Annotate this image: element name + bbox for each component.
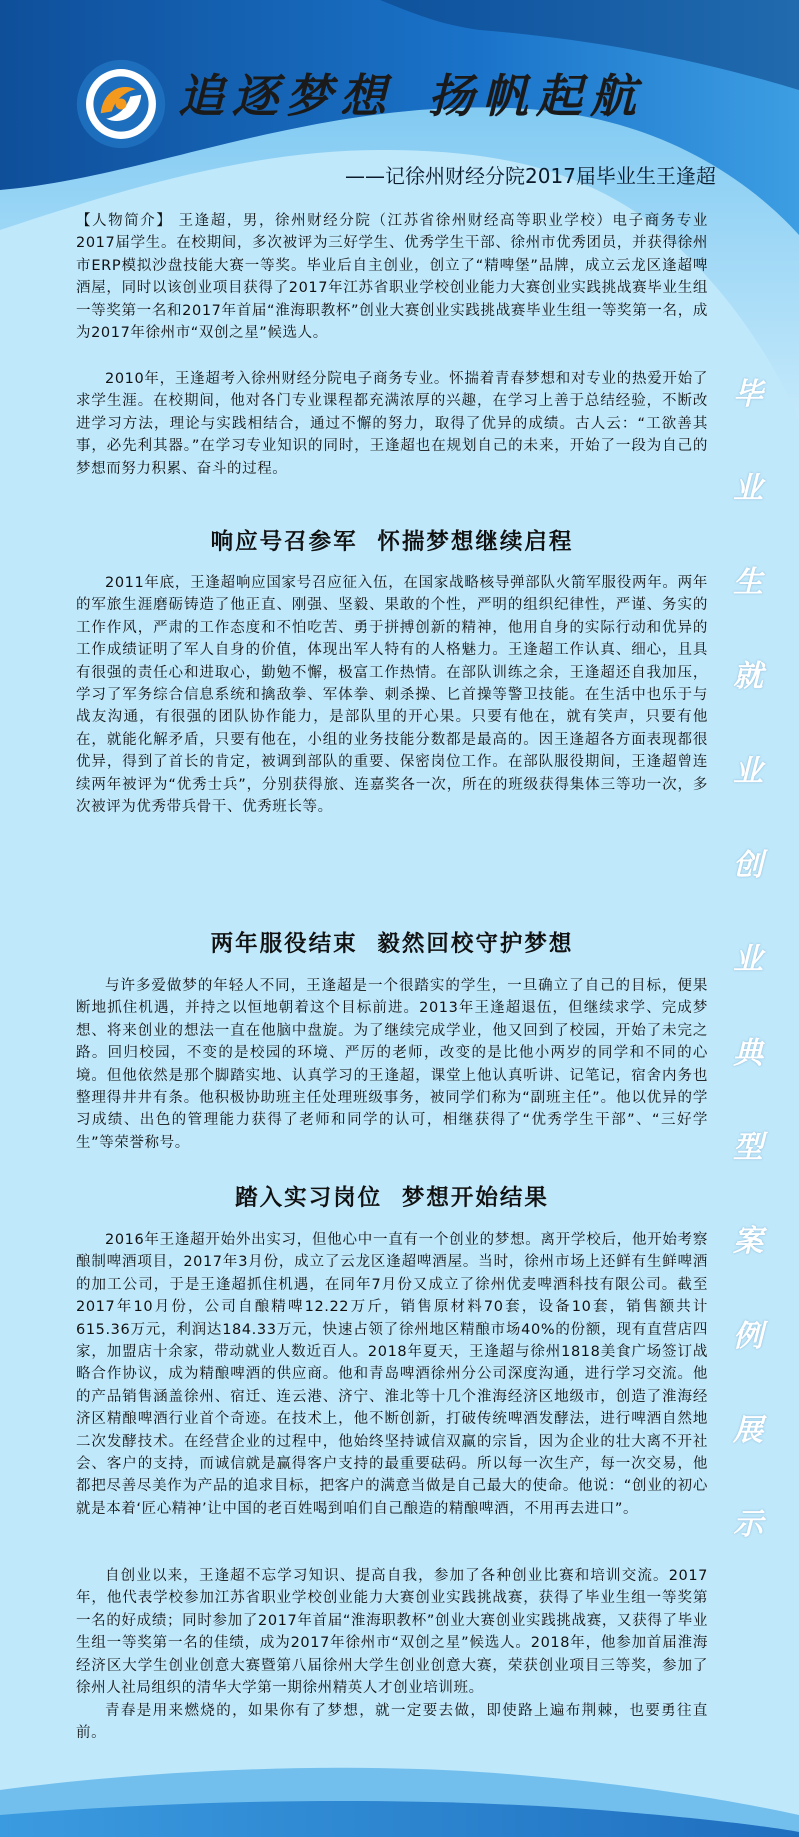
side-char: 型 — [733, 1130, 763, 1166]
page-title — [178, 60, 778, 123]
side-char: 典 — [733, 1036, 763, 1072]
section-heading-3: 踏入实习岗位 梦想开始结果 — [235, 1185, 549, 1211]
side-char: 业 — [733, 941, 763, 977]
title-part2: 扬帆起航 — [428, 69, 644, 123]
side-char: 例 — [733, 1318, 763, 1354]
side-char: 毕 — [733, 377, 763, 412]
side-char: 创 — [733, 847, 763, 883]
section-heading-2: 两年服役结束 毅然回校守护梦想 — [210, 931, 574, 957]
section-heading-1: 响应号召参军 怀揣梦想继续启程 — [210, 529, 574, 555]
section-3-paragraph: 2016年王逢超开始外出实习，但他心中一直有一个创业的梦想。离开学校后，他开始考察酿制啤酒项目，2017年3月份，成立了云龙区逢超啤酒屋。当时，徐州市场上还鲜有生鲜啤酒的加工公司，于是王逢超抓住机遇，在同年7月份又成立了徐州优麦啤酒科技有限公司。截至2017年10月份，公司自酿精啤12.22万斤，销售原材料70套，设备10套，销售额共计615.36万元，利润达184.33万元，快速占领了徐州地区精酿市场40%的份额，现有直营店四家，加盟店十余家，带动就业人数近百人。2018年夏天，王逢超与徐州1818美食广场签订战略合作协议，成为精酿啤酒的供应商。他和青岛啤酒徐州分公司深度沟通，进行学习交流。他的产品销售涵盖徐州、宿迁、连云港、济宁、淮北等十几个淮海经济区地级市，创造了淮海经济区精酿啤酒行业首个奇迹。在技术上，他不断创新，打破传统啤酒发酵法，进行啤酒自然地二次发酵技术。在经营企业的过程中，他始终坚持诚信双赢的宗旨，因为企业的壮大离不开社会、客户的支持，而诚信就是赢得客户支持的最重要砝码。所以每一次生产，每一次交易，他都把尽善尽美作为产品的追求目标，把客户的满意当做是自己最大的使命。他说：“创业的初心就是本着‘匠心精神’让中国的老百姓喝到咱们自己酿造的精酿啤酒，不用再去进口”。 — [76, 1232, 708, 1517]
title-part1: 追逐梦想 — [178, 69, 394, 123]
page-subtitle: ——记徐州财经分院2017届毕业生王逢超 — [345, 164, 716, 188]
section-2-paragraph: 与许多爱做梦的年轻人不同，王逢超是一个很踏实的学生，一旦确立了自己的目标，便果断地抓住机遇，并持之以恒地朝着这个目标前进。2013年王逢超退伍，但继续求学、完成梦想、将来创业的想法一直在他脑中盘旋。为了继续完成学业，他又回到了校园，开始了未完之路。回归校园，不变的是校园的环境、严厉的老师，改变的是比他小两岁的同学和不同的心境。但他依然是那个脚踏实地、认真学习的王逢超，课堂上他认真听讲、记笔记，宿舍内务也整理得井井有条。他积极协助班主任处理班级事务，被同学们称为“副班主任”。他以优异的学习成绩、出色的管理能力获得了老师和同学的认可，相继获得了“优秀学生干部”、“三好学生”等荣誉称号。 — [76, 978, 708, 1151]
section-1-paragraph: 2011年底，王逢超响应国家号召应征入伍，在国家战略核导弹部队火箭军服役两年。两年的军旅生涯磨砺铸造了他正直、刚强、坚毅、果敢的个性，严明的组织纪律性，严谨、务实的工作作风，严肃的工作态度和不怕吃苦、勇于拼搏创新的精神，他用自身的实际行动和优异的工作成绩证明了军人自身的价值，体现出军人特有的人格魅力。王逢超工作认真、细心，且具有很强的责任心和进取心，勤勉不懈，极富工作热情。在部队训练之余，王逢超还自我加压，学习了军务综合信息系统和擒敌拳、军体拳、刺杀操、匕首操等警卫技能。在生活中也乐于与战友沟通，有很强的团队协作能力，是部队里的开心果。只要有他在，就有笑声，只要有他在，就能化解矛盾，只要有他在，小组的业务技能分数都是最高的。因王逢超各方面表现都很优异，得到了首长的肯定，被调到部队的重要、保密岗位工作。在部队服役期间，王逢超曾连续两年被评为“优秀士兵”，分别获得旅、连嘉奖各一次，所在的班级获得集体三等功一次，多次被评为优秀带兵骨干、优秀班长等。 — [76, 575, 708, 816]
section-3-paragraph-2: 自创业以来，王逢超不忘学习知识、提高自我，参加了各种创业比赛和培训交流。2017年，他代表学校参加江苏省职业学校创业能力大赛创业实践挑战赛，获得了毕业生组一等奖第一名的好成绩；同时参加了2017年首届“淮海职教杯”创业大赛创业实践挑战赛，又获得了毕业生组一等奖第一名的佳绩，成为2017年徐州市“双创之星”候选人。2018年，他参加首届淮海经济区大学生创业创意大赛暨第八届徐州大学生创业创意大赛，荣获创业项目三等奖，参加了徐州人社局组织的清华大学第一期徐州精英人才创业培训班。 — [76, 1568, 708, 1697]
side-char: 展 — [733, 1412, 763, 1448]
intro-paragraph-2: 2010年，王逢超考入徐州财经分院电子商务专业。怀揣着青春梦想和对专业的热爱开始了求学生涯。在校期间，他对各门专业课程都充满浓厚的兴趣，在学习上善于总结经验，不断改进学习方法，理论与实践相结合，通过不懈的努力，取得了优异的成绩。古人云：“工欲善其事，必先利其器。”在学习专业知识的同时，王逢超也在规划自己的未来，开始了一段为自己的梦想而努力积累、奋斗的过程。 — [76, 371, 708, 477]
side-banner — [728, 377, 768, 1542]
school-logo — [75, 58, 167, 150]
side-char: 业 — [733, 753, 763, 789]
side-char: 就 — [733, 659, 763, 695]
closing-paragraph: 青春是用来燃烧的，如果你有了梦想，就一定要去做，即使路上遍布荆棘，也要勇往直前。 — [76, 1703, 708, 1742]
intro-paragraph: 【人物简介】 王逢超，男，徐州财经分院（江苏省徐州财经高等职业学校）电子商务专业2017届学生。在校期间，多次被评为三好学生、优秀学生干部、徐州市优秀团员，并获得徐州市ERP模拟沙盘技能大赛一等奖。毕业后自主创业，创立了“精啤堡”品牌，成立云龙区逢超啤酒屋，同时以该创业项目获得了2017年江苏省职业学校创业能力大赛创业实践挑战赛毕业生组一等奖第一名和2017年首届“淮海职教杯”创业大赛创业实践挑战赛毕业生组一等奖第一名，成为2017年徐州市“双创之星”候选人。 — [76, 213, 708, 342]
side-char: 案 — [733, 1224, 763, 1260]
side-char: 业 — [733, 471, 763, 507]
side-char: 生 — [733, 565, 763, 601]
side-char: 示 — [733, 1506, 763, 1542]
